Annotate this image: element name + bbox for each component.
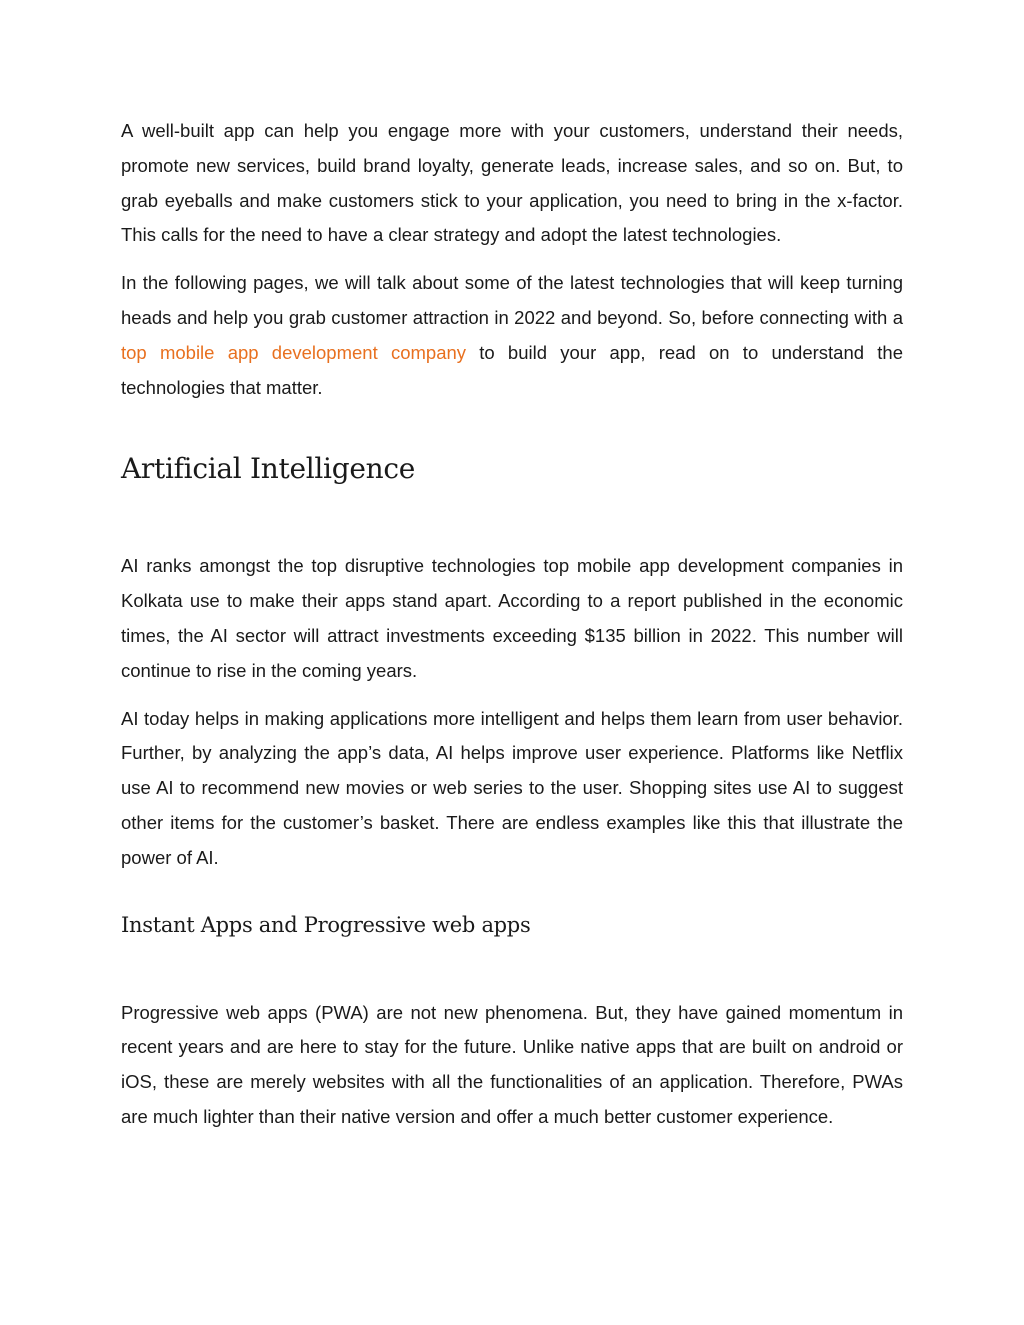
- pwa-section-heading: Instant Apps and Progressive web apps: [121, 912, 531, 937]
- intro-paragraph-1: A well-built app can help you engage more with your customers, understand their needs, promote new services, build brand loyalty, generate leads, increase sales, and so on. But, to grab eyeballs and make customers stick to your application, you need to bring in the x-factor. This calls for the need to have a clear strategy and adopt the latest technologies.: [121, 120, 903, 246]
- pwa-paragraph-1: Progressive web apps (PWA) are not new phenomena. But, they have gained momentum in recent years and are here to stay for the future. Unlike native apps that are built on android or iOS, these are merely websites with all the functionalities of an application. Therefore, PWAs are much lighter than their native version and offer a much better customer experience.: [121, 1001, 903, 1127]
- document-page: [121, 114, 903, 1135]
- ai-section-heading: Artificial Intelligence: [121, 452, 415, 486]
- mobile-app-company-link[interactable]: top mobile app development company: [121, 341, 467, 363]
- intro-paragraph-2-text-start: In the following pages, we will talk about some of the latest technologies that will keep turning heads and help you grab customer attraction in 2022 and beyond. So, before connecting with a: [121, 272, 903, 328]
- intro-paragraph-2: [121, 266, 903, 405]
- ai-paragraph-1: AI ranks amongst the top disruptive technologies top mobile app development companies in Kolkata use to make their apps stand apart. According to a report published in the economic times, the AI sector will attract investments exceeding $135 billion in 2022. This number will continue to rise in the coming years.: [121, 555, 903, 681]
- intro-paragraph-2-text-end: to build your app, read on to understand the technologies that matter.: [121, 341, 903, 398]
- ai-paragraph-2: AI today helps in making applications more intelligent and helps them learn from user behavior. Further, by analyzing the app’s data, AI helps improve user experience. Platforms like Netflix use AI to recommend new movies or web series to the user. Shopping sites use AI to suggest other items for the customer’s basket. There are endless examples like this that illustrate the power of AI.: [121, 707, 903, 868]
